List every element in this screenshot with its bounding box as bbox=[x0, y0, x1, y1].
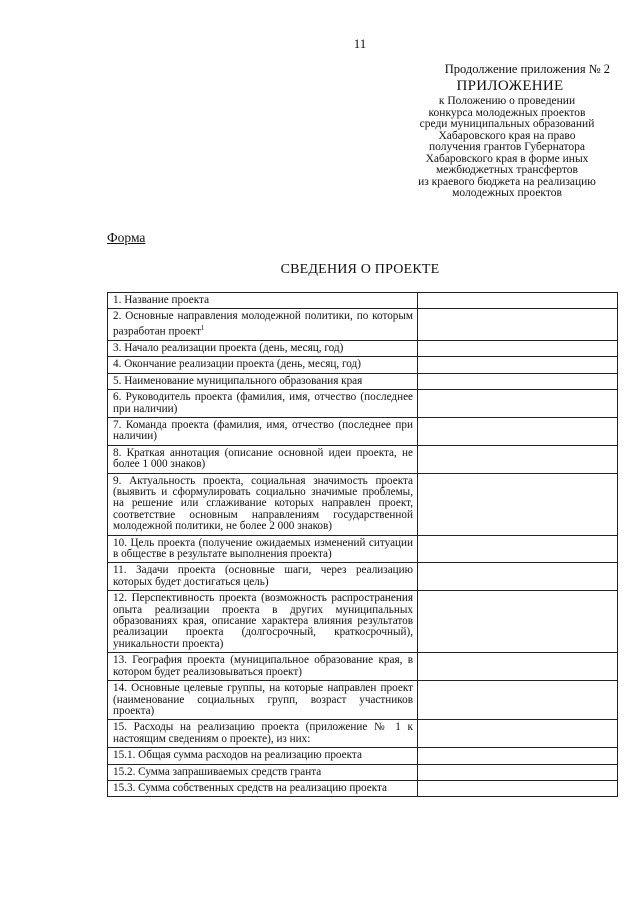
table-row bbox=[108, 563, 618, 591]
form-label: Форма bbox=[107, 230, 146, 245]
appendix-line: получения грантов Губернатора bbox=[428, 141, 586, 153]
row-label: 15.2. Сумма запрашиваемых средств гранта bbox=[108, 764, 418, 780]
appendix-line: из краевого бюджета на реализацию bbox=[418, 175, 596, 188]
table-row bbox=[108, 309, 618, 341]
appendix-line: Хабаровского края на право bbox=[438, 129, 576, 142]
row-label: 15. Расходы на реализацию проекта (приложение № 1 к настоящим сведениям о проекте), из них: bbox=[108, 720, 418, 748]
appendix-line: межбюджетных трансфертов bbox=[436, 164, 578, 176]
row-label: 14. Основные целевые группы, на которые направлен проект (наименование социальных групп, возраст участников проекта) bbox=[108, 681, 418, 720]
appendix-line: к Положению о проведении bbox=[438, 95, 576, 107]
row-label: 13. География проекта (муниципальное образование края, в котором будет реализовываться проект) bbox=[108, 653, 418, 681]
row-value bbox=[418, 748, 618, 764]
row-label: 8. Краткая аннотация (описание основной идеи проекта, не более 1 000 знаков) bbox=[108, 445, 418, 473]
document-title: СВЕДЕНИЯ О ПРОЕКТЕ bbox=[280, 262, 440, 277]
table-row bbox=[108, 357, 618, 373]
row-value bbox=[418, 390, 618, 418]
table-row bbox=[108, 764, 618, 780]
row-label: 1. Название проекта bbox=[108, 293, 418, 309]
row-value bbox=[418, 293, 618, 309]
table-row bbox=[108, 748, 618, 764]
row-label: 5. Наименование муниципального образования края bbox=[108, 373, 418, 389]
row-value bbox=[418, 535, 618, 563]
continuation-note: Продолжение приложения № 2 bbox=[444, 62, 610, 76]
row-value bbox=[418, 591, 618, 653]
row-label bbox=[108, 309, 418, 341]
footnote-marker: 1 bbox=[200, 323, 205, 332]
table-row bbox=[108, 390, 618, 418]
row-label: 6. Руководитель проекта (фамилия, имя, отчество (последнее при наличии) bbox=[108, 390, 418, 418]
row-label: 7. Команда проекта (фамилия, имя, отчество (последнее при наличии) bbox=[108, 417, 418, 445]
page-number: 11 bbox=[353, 36, 367, 51]
table-row bbox=[108, 591, 618, 653]
row-value bbox=[418, 780, 618, 796]
row-value bbox=[418, 681, 618, 720]
table-row bbox=[108, 417, 618, 445]
row-value bbox=[418, 473, 618, 535]
appendix-reference bbox=[396, 96, 618, 200]
row-label-text: 2. Основные направления молодежной политики, по которым разработан проект bbox=[113, 310, 413, 338]
table-row bbox=[108, 445, 618, 473]
row-label: 9. Актуальность проекта, социальная значимость проекта (выявить и сформулировать социально значимые проблемы, на решение или сглаживание которых направлен проект, соответствие основным направлениям государственной молодежной политики, не более 2 000 знаков) bbox=[108, 473, 418, 535]
row-value bbox=[418, 357, 618, 373]
row-value bbox=[418, 309, 618, 341]
row-label: 4. Окончание реализации проекта (день, месяц, год) bbox=[108, 357, 418, 373]
appendix-line: молодежных проектов bbox=[452, 187, 562, 199]
appendix-line: конкурса молодежных проектов bbox=[428, 106, 586, 119]
table-row bbox=[108, 293, 618, 309]
table-row bbox=[108, 473, 618, 535]
table-row bbox=[108, 780, 618, 796]
table-row bbox=[108, 373, 618, 389]
row-value bbox=[418, 563, 618, 591]
row-label: 12. Перспективность проекта (возможность распространения опыта реализации проекта в других муниципальных образованиях края, описание характера влияния результатов реализации проекта (долгосрочный, краткосрочный), уникальности проекта) bbox=[108, 591, 418, 653]
table-row bbox=[108, 653, 618, 681]
row-value bbox=[418, 417, 618, 445]
table-row bbox=[108, 340, 618, 356]
table-row bbox=[108, 720, 618, 748]
row-value bbox=[418, 340, 618, 356]
row-value bbox=[418, 764, 618, 780]
row-value bbox=[418, 720, 618, 748]
row-label: 15.1. Общая сумма расходов на реализацию проекта bbox=[108, 748, 418, 764]
table-row bbox=[108, 681, 618, 720]
row-label: 11. Задачи проекта (основные шаги, через реализацию которых будет достигаться цель) bbox=[108, 563, 418, 591]
appendix-line: среди муниципальных образований bbox=[419, 118, 595, 130]
table-row bbox=[108, 535, 618, 563]
appendix-line: Хабаровского края в форме иных bbox=[425, 152, 589, 165]
row-value bbox=[418, 653, 618, 681]
row-label: 3. Начало реализации проекта (день, месяц, год) bbox=[108, 340, 418, 356]
appendix-title: ПРИЛОЖЕНИЕ bbox=[456, 78, 564, 94]
row-value bbox=[418, 373, 618, 389]
row-label: 15.3. Сумма собственных средств на реализацию проекта bbox=[108, 780, 418, 796]
row-label: 10. Цель проекта (получение ожидаемых изменений ситуации в обществе в результате выполнения проекта) bbox=[108, 535, 418, 563]
project-info-table bbox=[107, 292, 618, 797]
row-value bbox=[418, 445, 618, 473]
